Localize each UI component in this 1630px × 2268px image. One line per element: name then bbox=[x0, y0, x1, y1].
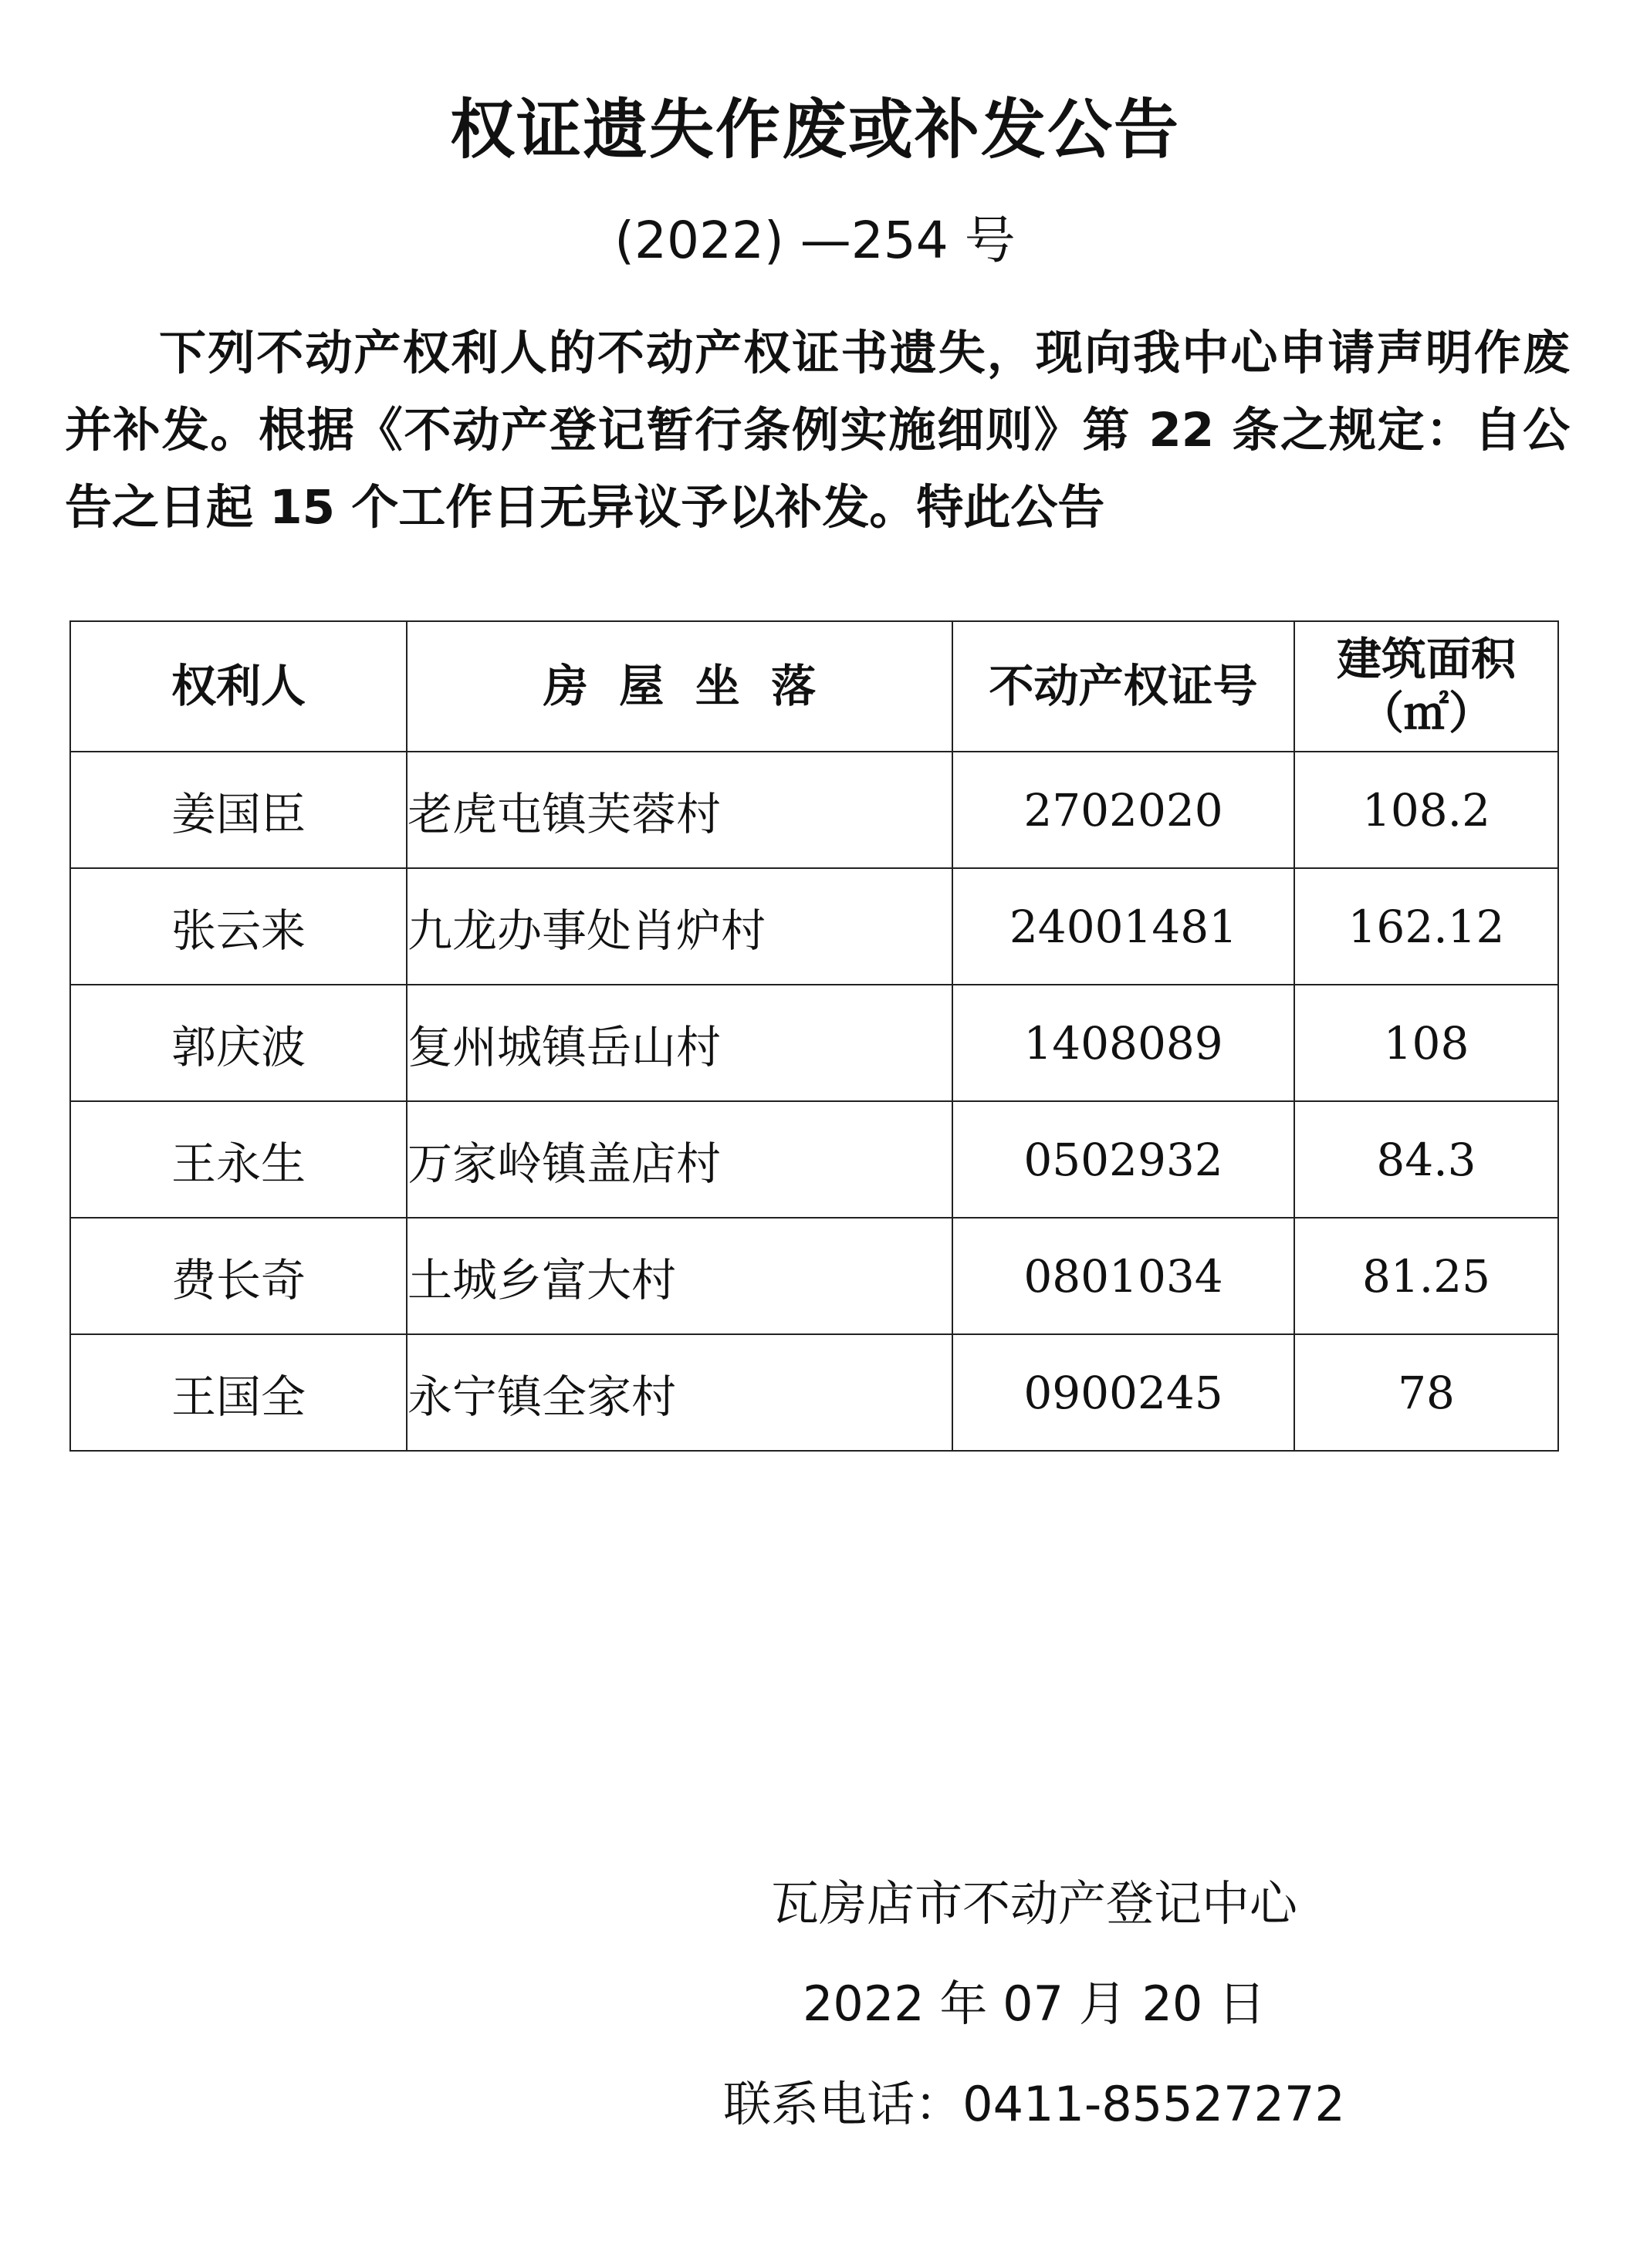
header-area-unit: （㎡） bbox=[1358, 686, 1493, 739]
location-cell: 老虎屯镇芙蓉村 bbox=[407, 752, 952, 868]
table-row bbox=[70, 752, 1558, 868]
header-location: 房 屋 坐 落 bbox=[407, 621, 952, 752]
area-cell: 81.25 bbox=[1294, 1218, 1558, 1334]
owner-cell: 王永生 bbox=[70, 1101, 407, 1218]
area-cell: 162.12 bbox=[1294, 868, 1558, 985]
notice-body: 下列不动产权利人的不动产权证书遗失，现向我中心申请声明作废并补发。根据《不动产登记暂行条例实施细则》第 22 条之规定：自公告之日起 15 个工作日无异议予以补发。特此公告 bbox=[65, 326, 1570, 535]
area-cell: 108.2 bbox=[1294, 752, 1558, 868]
table-row bbox=[70, 868, 1558, 985]
contact-phone: 联系电话：0411-85527272 bbox=[723, 2076, 1345, 2132]
table-row bbox=[70, 1218, 1558, 1334]
notice-title: 权证遗失作废或补发公告 bbox=[449, 92, 1180, 167]
document-number: (2022) —254 号 bbox=[614, 211, 1016, 270]
owner-cell: 郭庆波 bbox=[70, 985, 407, 1101]
table-header-row bbox=[70, 621, 1558, 752]
owner-cell: 姜国臣 bbox=[70, 752, 407, 868]
header-area bbox=[1294, 621, 1558, 752]
owner-cell: 费长奇 bbox=[70, 1218, 407, 1334]
location-cell: 永宁镇全家村 bbox=[407, 1334, 952, 1451]
issuing-organization: 瓦房店市不动产登记中心 bbox=[770, 1875, 1297, 1932]
cert-no-cell: 0801034 bbox=[952, 1218, 1294, 1334]
header-owner: 权利人 bbox=[70, 621, 407, 752]
location-cell: 万家岭镇盖店村 bbox=[407, 1101, 952, 1218]
cert-no-cell: 0502932 bbox=[952, 1101, 1294, 1218]
table-row bbox=[70, 1334, 1558, 1451]
owner-cell: 王国全 bbox=[70, 1334, 407, 1451]
cert-no-cell: 1408089 bbox=[952, 985, 1294, 1101]
cert-no-cell: 24001481 bbox=[952, 868, 1294, 985]
header-area-label: 建筑面积 bbox=[1336, 632, 1516, 685]
area-cell: 108 bbox=[1294, 985, 1558, 1101]
table-row bbox=[70, 1101, 1558, 1218]
area-cell: 84.3 bbox=[1294, 1101, 1558, 1218]
issue-date: 2022 年 07 月 20 日 bbox=[802, 1976, 1266, 2032]
area-cell: 78 bbox=[1294, 1334, 1558, 1451]
header-cert-no: 不动产权证号 bbox=[952, 621, 1294, 752]
cert-no-cell: 2702020 bbox=[952, 752, 1294, 868]
table-row bbox=[70, 985, 1558, 1101]
cert-no-cell: 0900245 bbox=[952, 1334, 1294, 1451]
location-cell: 九龙办事处肖炉村 bbox=[407, 868, 952, 985]
location-cell: 土城乡富大村 bbox=[407, 1218, 952, 1334]
location-cell: 复州城镇岳山村 bbox=[407, 985, 952, 1101]
owner-cell: 张云来 bbox=[70, 868, 407, 985]
lost-certificates-table bbox=[69, 620, 1559, 1452]
